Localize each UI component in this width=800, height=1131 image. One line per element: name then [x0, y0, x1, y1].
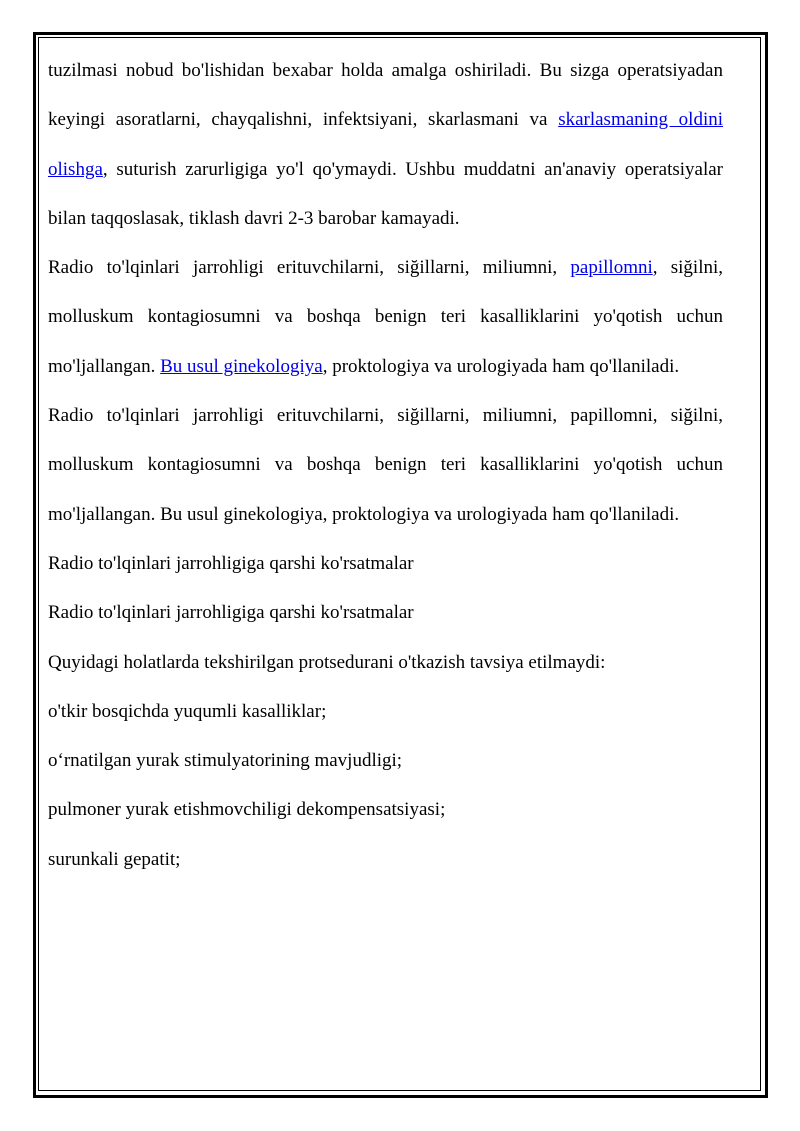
list-item: surunkali gepatit; [48, 848, 181, 870]
paragraph-3: Radio to'lqinlari jarrohligi erituvchilarni, siğillarni, miliumni, papillomni, siğilni, molluskum kontagiosumni va boshqa benign teri kasalliklarini yo'qotish uchun mo'ljallangan. Bu usul ginekologiya, proktologiya va urologiyada ham qo'llaniladi. [48, 405, 723, 525]
paragraph-1-text-start: tuzilmasi nobud bo'lishidan bexabar holda amalga oshiriladi. Bu sizga operatsiyadan keyingi asoratlarni, chayqalishni, infektsiyani, skarlasmani va [48, 60, 723, 131]
paragraph-2-text-middle: , siğilni, molluskum kontagiosumni va boshqa benign teri kasalliklarini yo'qotish uchun mo'ljallangan. [48, 257, 723, 377]
link-bu-usul-ginekologiya[interactable]: Bu usul ginekologiya [160, 355, 323, 377]
section-heading-1: Radio to'lqinlari jarrohligiga qarshi ko'rsatmalar [48, 552, 414, 574]
paragraph-2 [48, 243, 723, 391]
paragraph-1-text-end: , suturish zarurligiga yo'l qo'ymaydi. Ushbu muddatni an'anaviy operatsiyalar bilan taqqoslasak, tiklash davri 2-3 barobar kamayadi. [48, 158, 723, 229]
list-item: oʻrnatilgan yurak stimulyatorining mavjudligi; [48, 750, 403, 772]
link-skarlasmaning-oldini-olishga[interactable]: skarlasmaning oldini olishga [48, 109, 723, 180]
section-heading-2: Radio to'lqinlari jarrohligiga qarshi ko'rsatmalar [48, 602, 414, 624]
list-item: o'tkir bosqichda yuqumli kasalliklar; [48, 700, 327, 722]
list-item: pulmoner yurak etishmovchiligi dekompensatsiyasi; [48, 799, 446, 821]
paragraph-2-text-start: Radio to'lqinlari jarrohligi erituvchilarni, siğillarni, miliumni, [48, 257, 571, 279]
contraindications-intro: Quyidagi holatlarda tekshirilgan protsedurani o'tkazish tavsiya etilmaydi: [48, 651, 606, 673]
link-papillomni[interactable]: papillomni [570, 257, 653, 279]
document-body [48, 46, 723, 884]
paragraph-1 [48, 46, 723, 243]
paragraph-2-text-end: , proktologiya va urologiyada ham qo'llaniladi. [322, 355, 680, 377]
